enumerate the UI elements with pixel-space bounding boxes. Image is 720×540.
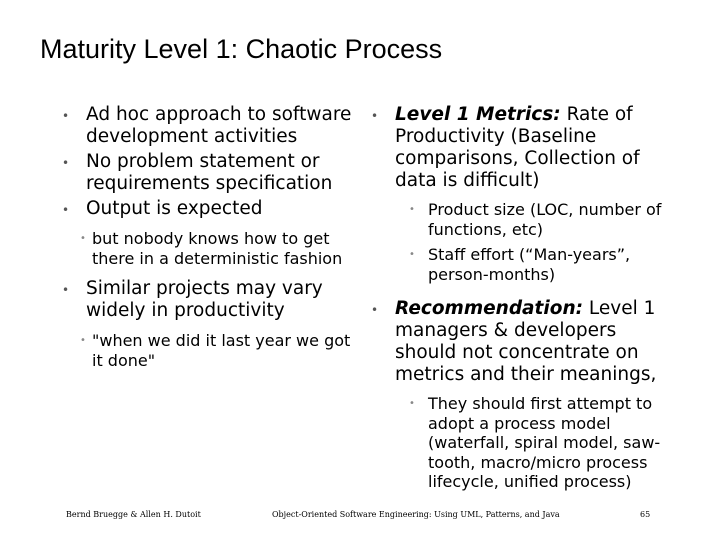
bullet-icon: • bbox=[62, 283, 70, 297]
bullet-ad-hoc bbox=[62, 104, 362, 148]
bullet-icon: • bbox=[62, 203, 70, 217]
bullet-text: No problem statement or requirements specification bbox=[86, 151, 333, 194]
bullet-icon: • bbox=[62, 156, 70, 170]
sub-bullet-nobody-knows bbox=[62, 229, 362, 268]
sub-bullet-text: but nobody knows how to get there in a deterministic fashion bbox=[92, 229, 343, 268]
footer-page-number: 65 bbox=[640, 510, 651, 519]
bullet-text: Level 1 managers & developers should not concentrate on metrics and their meanings, bbox=[395, 298, 657, 385]
sub-bullet-icon: • bbox=[409, 398, 415, 409]
bullet-icon: • bbox=[371, 303, 379, 317]
bullet-recommendation bbox=[371, 298, 671, 386]
bullet-text: Output is expected bbox=[86, 198, 263, 219]
bullet-text: Rate of Productivity (Baseline comparisons, Collection of data is difficult) bbox=[395, 104, 640, 191]
bullet-similar-projects bbox=[62, 278, 362, 322]
bullet-level1-metrics bbox=[371, 104, 671, 192]
bullet-text: Similar projects may vary widely in productivity bbox=[86, 278, 323, 321]
bullet-icon: • bbox=[371, 109, 379, 123]
bullet-icon: • bbox=[62, 109, 70, 123]
sub-bullet-text: "when we did it last year we got it done" bbox=[92, 331, 351, 370]
right-column bbox=[371, 104, 671, 498]
sub-bullet-last-year bbox=[62, 331, 362, 370]
left-column bbox=[62, 104, 362, 380]
sub-bullet-first-attempt bbox=[371, 394, 671, 492]
sub-bullet-icon: • bbox=[80, 233, 86, 244]
slide-title: Maturity Level 1: Chaotic Process bbox=[40, 34, 443, 64]
bullet-output-expected bbox=[62, 198, 362, 220]
sub-bullet-icon: • bbox=[409, 249, 415, 260]
sub-bullet-icon: • bbox=[80, 335, 86, 346]
sub-bullet-icon: • bbox=[409, 204, 415, 215]
bullet-no-problem-statement bbox=[62, 151, 362, 195]
footer-authors: Bernd Bruegge & Allen H. Dutoit bbox=[66, 510, 201, 519]
footer-book-title: Object-Oriented Software Engineering: Using UML, Patterns, and Java bbox=[272, 510, 560, 519]
sub-bullet-text: Product size (LOC, number of functions, etc) bbox=[428, 200, 662, 239]
emphasis-label: Level 1 Metrics: bbox=[395, 104, 561, 125]
sub-bullet-text: Staff effort (“Man-years”, person-months) bbox=[428, 245, 631, 284]
sub-bullet-text: They should first attempt to adopt a process model (waterfall, spiral model, saw-tooth, macro/micro process lifecycle, unified process) bbox=[428, 394, 661, 491]
bullet-text: Ad hoc approach to software development activities bbox=[86, 104, 352, 147]
sub-bullet-staff-effort bbox=[371, 245, 671, 284]
emphasis-label: Recommendation: bbox=[395, 298, 584, 319]
sub-bullet-product-size bbox=[371, 200, 671, 239]
